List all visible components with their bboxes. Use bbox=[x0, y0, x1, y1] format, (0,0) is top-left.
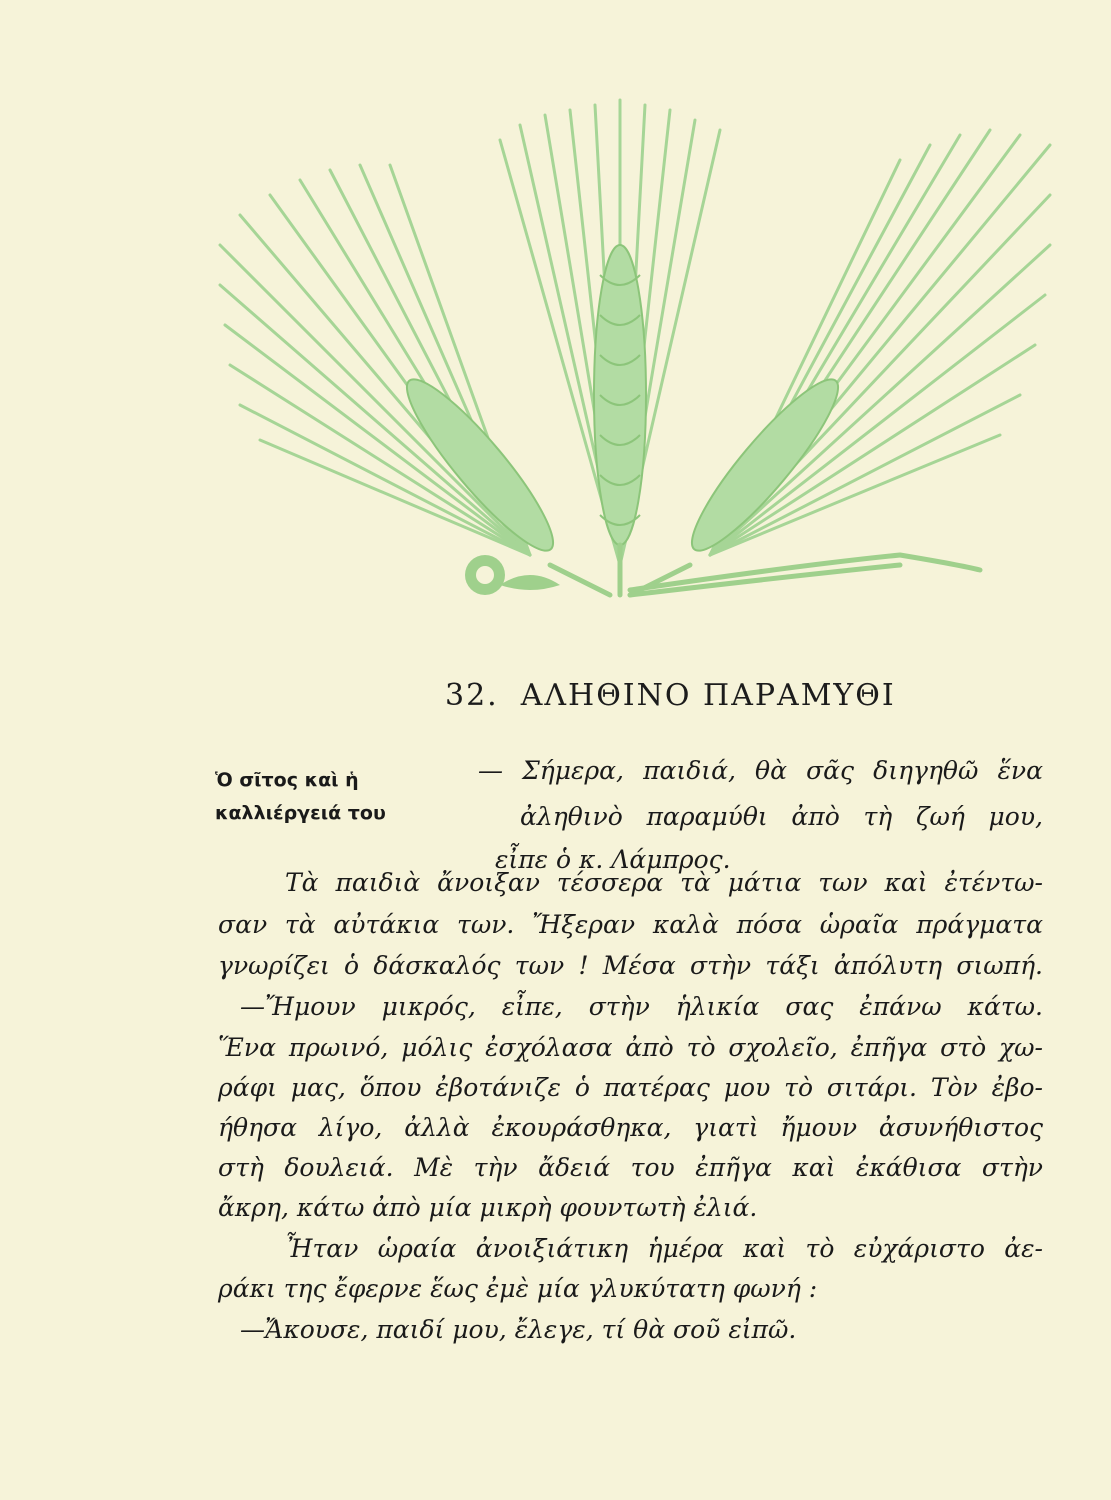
text-line: ήθησα λίγο, ἀλλὰ ἐκουράσθηκα, γιατὶ ἤμουν ἀσυνήθιστος bbox=[218, 1113, 1043, 1142]
text-line: Ἕνα πρωινό, μόλις ἐσχόλασα ἀπὸ τὸ σχολεῖο, ἐπῆγα στὸ χω- bbox=[218, 1033, 1043, 1062]
text-line: σαν τὰ αὐτάκια των. Ἤξεραν καλὰ πόσα ὡραῖα πράγματα bbox=[218, 910, 1043, 939]
text-line: Τὰ παιδιὰ ἄνοιξαν τέσσερα τὰ μάτια των καὶ ἐτέντω- bbox=[285, 868, 1043, 897]
margin-note-line: καλλιέργειά του bbox=[215, 802, 386, 824]
chapter-number: 32. bbox=[445, 678, 499, 713]
text-line: ράκι της ἔφερνε ἕως ἐμὲ μία γλυκύτατη φωνή : bbox=[218, 1274, 818, 1303]
text-line: ἄκρη, κάτω ἀπὸ μία μικρὴ φουντωτὴ ἐλιά. bbox=[218, 1193, 758, 1222]
text-line: γνωρίζει ὁ δάσκαλός των ! Μέσα στὴν τάξι ἀπόλυτη σιωπή. bbox=[218, 951, 1043, 980]
text-line: —Ἄκουσε, παιδί μου, ἔλεγε, τί θὰ σοῦ εἰπῶ. bbox=[240, 1315, 797, 1344]
chapter-title bbox=[445, 678, 896, 713]
text-line: —Ἤμουν μικρός, εἶπε, στὴν ἡλικία σας ἐπάνω κάτω. bbox=[240, 992, 1043, 1021]
text-line: Ἦταν ὡραία ἀνοιξιάτικη ἡμέρα καὶ τὸ εὐχάριστο ἀε- bbox=[285, 1234, 1043, 1263]
margin-note bbox=[215, 764, 445, 830]
text-line: εἶπε ὁ κ. Λάμπρος. bbox=[495, 845, 731, 874]
text-line: ράφι μας, ὅπου ἐβοτάνιζε ὁ πατέρας μου τὸ σιτάρι. Τὸν ἐβο- bbox=[218, 1073, 1043, 1102]
text-line: ἀληθινὸ παραμύθι ἀπὸ τὴ ζωή μου, bbox=[520, 802, 1043, 831]
chapter-title-text: ΑΛΗΘΙΝΟ ΠΑΡΑΜΥΘΙ bbox=[520, 678, 896, 713]
text-line: — Σήμερα, παιδιά, θὰ σᾶς διηγηθῶ ἕνα bbox=[478, 756, 1043, 785]
text-line: στὴ δουλειά. Μὲ τὴν ἄδειά του ἐπῆγα καὶ ἐκάθισα στὴν bbox=[218, 1153, 1043, 1182]
wheat-ears-icon bbox=[200, 95, 1070, 605]
margin-note-line: Ὁ σῖτος καὶ ἡ bbox=[215, 769, 359, 791]
